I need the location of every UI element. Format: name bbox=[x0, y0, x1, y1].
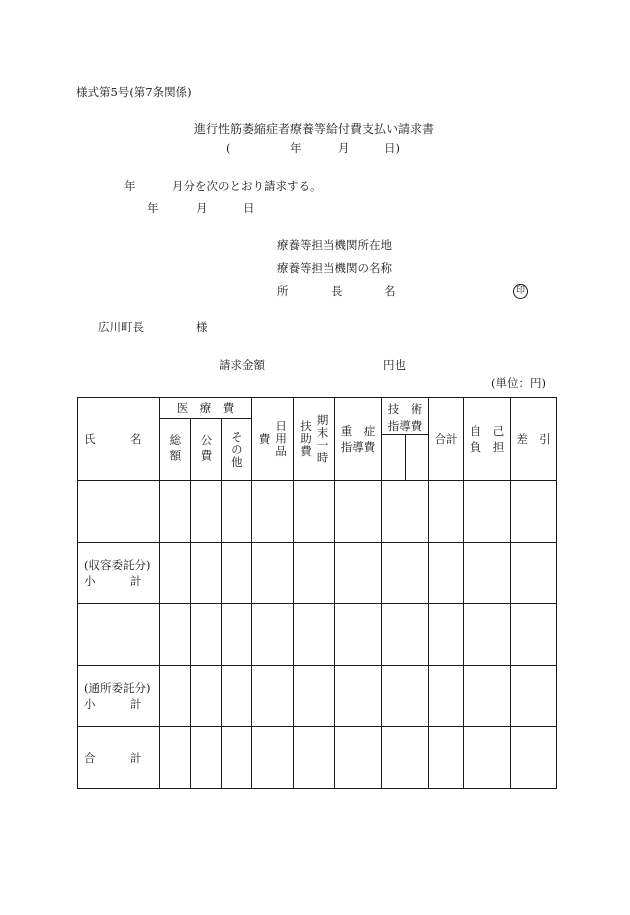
amount-unit: 円也 bbox=[383, 358, 406, 372]
header-tech: 技 術 指導費 bbox=[382, 398, 429, 435]
seal-mark: 印 bbox=[513, 284, 528, 299]
title-date-month: 月 bbox=[338, 141, 350, 155]
table-row bbox=[78, 727, 557, 789]
header-self: 自 己 負 担 bbox=[464, 398, 511, 481]
table-row bbox=[78, 666, 557, 727]
table-row bbox=[78, 481, 557, 543]
row-label: 合 計 bbox=[78, 727, 160, 789]
header-sum: 合計 bbox=[429, 398, 464, 481]
submission-month: 月 bbox=[196, 201, 208, 215]
institution-name-label: 療養等担当機関の名称 bbox=[277, 261, 392, 275]
head-label-c3: 名 bbox=[384, 284, 396, 298]
head-label-c2: 長 bbox=[331, 284, 343, 298]
header-daily: 日用品費 bbox=[252, 398, 294, 481]
title-date-day: 日) bbox=[384, 141, 400, 155]
header-total: 総額 bbox=[160, 419, 191, 481]
amount-label: 請求金額 bbox=[219, 358, 265, 372]
title-date-open: ( bbox=[226, 141, 231, 155]
header-public: 公費 bbox=[191, 419, 222, 481]
request-month-text: 月分を次のとおり請求する。 bbox=[172, 179, 322, 193]
header-medical: 医 療 費 bbox=[160, 398, 252, 419]
header-name: 氏 名 bbox=[78, 398, 160, 481]
addressee-name: 広川町長 bbox=[98, 320, 144, 334]
institution-address-label: 療養等担当機関所在地 bbox=[277, 238, 392, 252]
row-label: (通所委託分) 小 計 bbox=[78, 666, 160, 727]
tech-sub-2 bbox=[406, 435, 429, 481]
header-other: その他 bbox=[222, 419, 252, 481]
table-row bbox=[78, 543, 557, 604]
request-year: 年 bbox=[124, 179, 136, 193]
header-diff: 差 引 bbox=[511, 398, 557, 481]
claim-table bbox=[77, 397, 557, 789]
tech-sub-1 bbox=[382, 435, 406, 481]
row-label bbox=[78, 481, 160, 543]
head-label-c1: 所 bbox=[277, 284, 289, 298]
submission-year: 年 bbox=[147, 201, 159, 215]
table-row bbox=[78, 604, 557, 666]
unit-note: (単位：円) bbox=[491, 376, 546, 390]
document-title: 進行性筋萎縮症者療養等給付費支払い請求書 bbox=[194, 122, 435, 136]
row-label: (収容委託分) 小 計 bbox=[78, 543, 160, 604]
header-severe: 重 症 指導費 bbox=[335, 398, 382, 481]
title-date-year: 年 bbox=[290, 141, 302, 155]
form-number: 様式第5号(第7条関係) bbox=[76, 85, 192, 99]
addressee-honorific: 様 bbox=[196, 320, 208, 334]
submission-day: 日 bbox=[243, 201, 255, 215]
header-terminal: 期末一時扶助費 bbox=[294, 398, 335, 481]
row-label bbox=[78, 604, 160, 666]
